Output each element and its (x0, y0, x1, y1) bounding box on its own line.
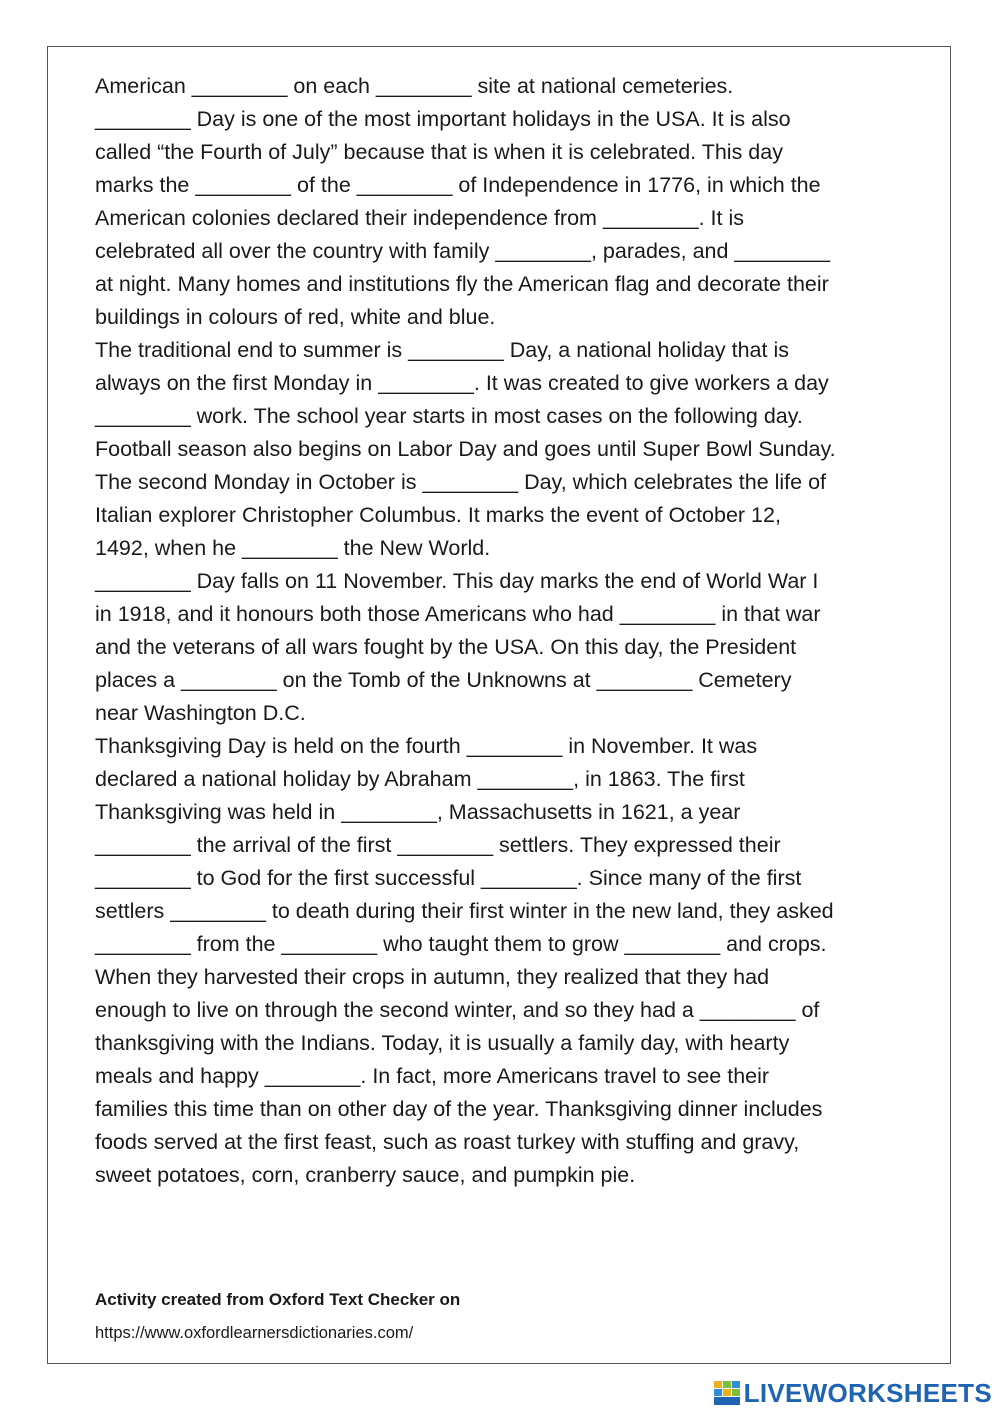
text-line: American colonies declared their independence from ________. It is (95, 206, 744, 230)
footer-url[interactable]: https://www.oxfordlearnersdictionaries.com/ (95, 1324, 414, 1342)
text-line: near Washington D.C. (95, 701, 306, 725)
text-line: declared a national holiday by Abraham ________, in 1863. The first (95, 767, 745, 791)
text-line: sweet potatoes, corn, cranberry sauce, and pumpkin pie. (95, 1163, 636, 1187)
text-line: American ________ on each ________ site at national cemeteries. (95, 74, 734, 98)
text-line: When they harvested their crops in autumn, they realized that they had (95, 965, 770, 989)
text-line: families this time than on other day of the year. Thanksgiving dinner includes (95, 1097, 823, 1121)
text-line: in 1918, and it honours both those Americans who had ________ in that war (95, 602, 821, 626)
text-line: ________ Day is one of the most important holidays in the USA. It is also (95, 107, 791, 131)
text-line: marks the ________ of the ________ of Independence in 1776, in which the (95, 173, 821, 197)
text-line: ________ Day falls on 11 November. This day marks the end of World War I (95, 569, 819, 593)
text-line: 1492, when he ________ the New World. (95, 536, 491, 560)
text-line: always on the first Monday in ________. It was created to give workers a day (95, 371, 829, 395)
text-line: Italian explorer Christopher Columbus. It marks the event of October 12, (95, 503, 781, 527)
text-line: buildings in colours of red, white and blue. (95, 305, 496, 329)
text-line: places a ________ on the Tomb of the Unknowns at ________ Cemetery (95, 668, 792, 692)
text-line: ________ work. The school year starts in most cases on the following day. (95, 404, 803, 428)
liveworksheets-brand[interactable] (714, 1378, 992, 1408)
text-line: foods served at the first feast, such as roast turkey with stuffing and gravy, (95, 1130, 800, 1154)
text-line: at night. Many homes and institutions fly the American flag and decorate their (95, 272, 829, 296)
text-line: ________ from the ________ who taught them to grow ________ and crops. (95, 932, 827, 956)
footer-title: Activity created from Oxford Text Checker on (95, 1290, 461, 1309)
worksheet-text (95, 70, 915, 1192)
text-line: settlers ________ to death during their first winter in the new land, they asked (95, 899, 834, 923)
text-line: called “the Fourth of July” because that is when it is celebrated. This day (95, 140, 783, 164)
text-line: enough to live on through the second winter, and so they had a ________ of (95, 998, 820, 1022)
text-line: and the veterans of all wars fought by the USA. On this day, the President (95, 635, 797, 659)
liveworksheets-logo-icon (714, 1381, 740, 1405)
text-line: ________ the arrival of the first ________ settlers. They expressed their (95, 833, 781, 857)
text-line: celebrated all over the country with family ________, parades, and ________ (95, 239, 831, 263)
text-line: Football season also begins on Labor Day and goes until Super Bowl Sunday. (95, 437, 836, 461)
text-line: ________ to God for the first successful ________. Since many of the first (95, 866, 802, 890)
brand-name: LIVEWORKSHEETS (743, 1377, 992, 1408)
text-line: Thanksgiving Day is held on the fourth ________ in November. It was (95, 734, 758, 758)
text-line: The second Monday in October is ________ Day, which celebrates the life of (95, 470, 827, 494)
text-line: The traditional end to summer is ________ Day, a national holiday that is (95, 338, 789, 362)
text-line: Thanksgiving was held in ________, Massachusetts in 1621, a year (95, 800, 741, 824)
text-line: thanksgiving with the Indians. Today, it is usually a family day, with hearty (95, 1031, 790, 1055)
text-line: meals and happy ________. In fact, more Americans travel to see their (95, 1064, 770, 1088)
